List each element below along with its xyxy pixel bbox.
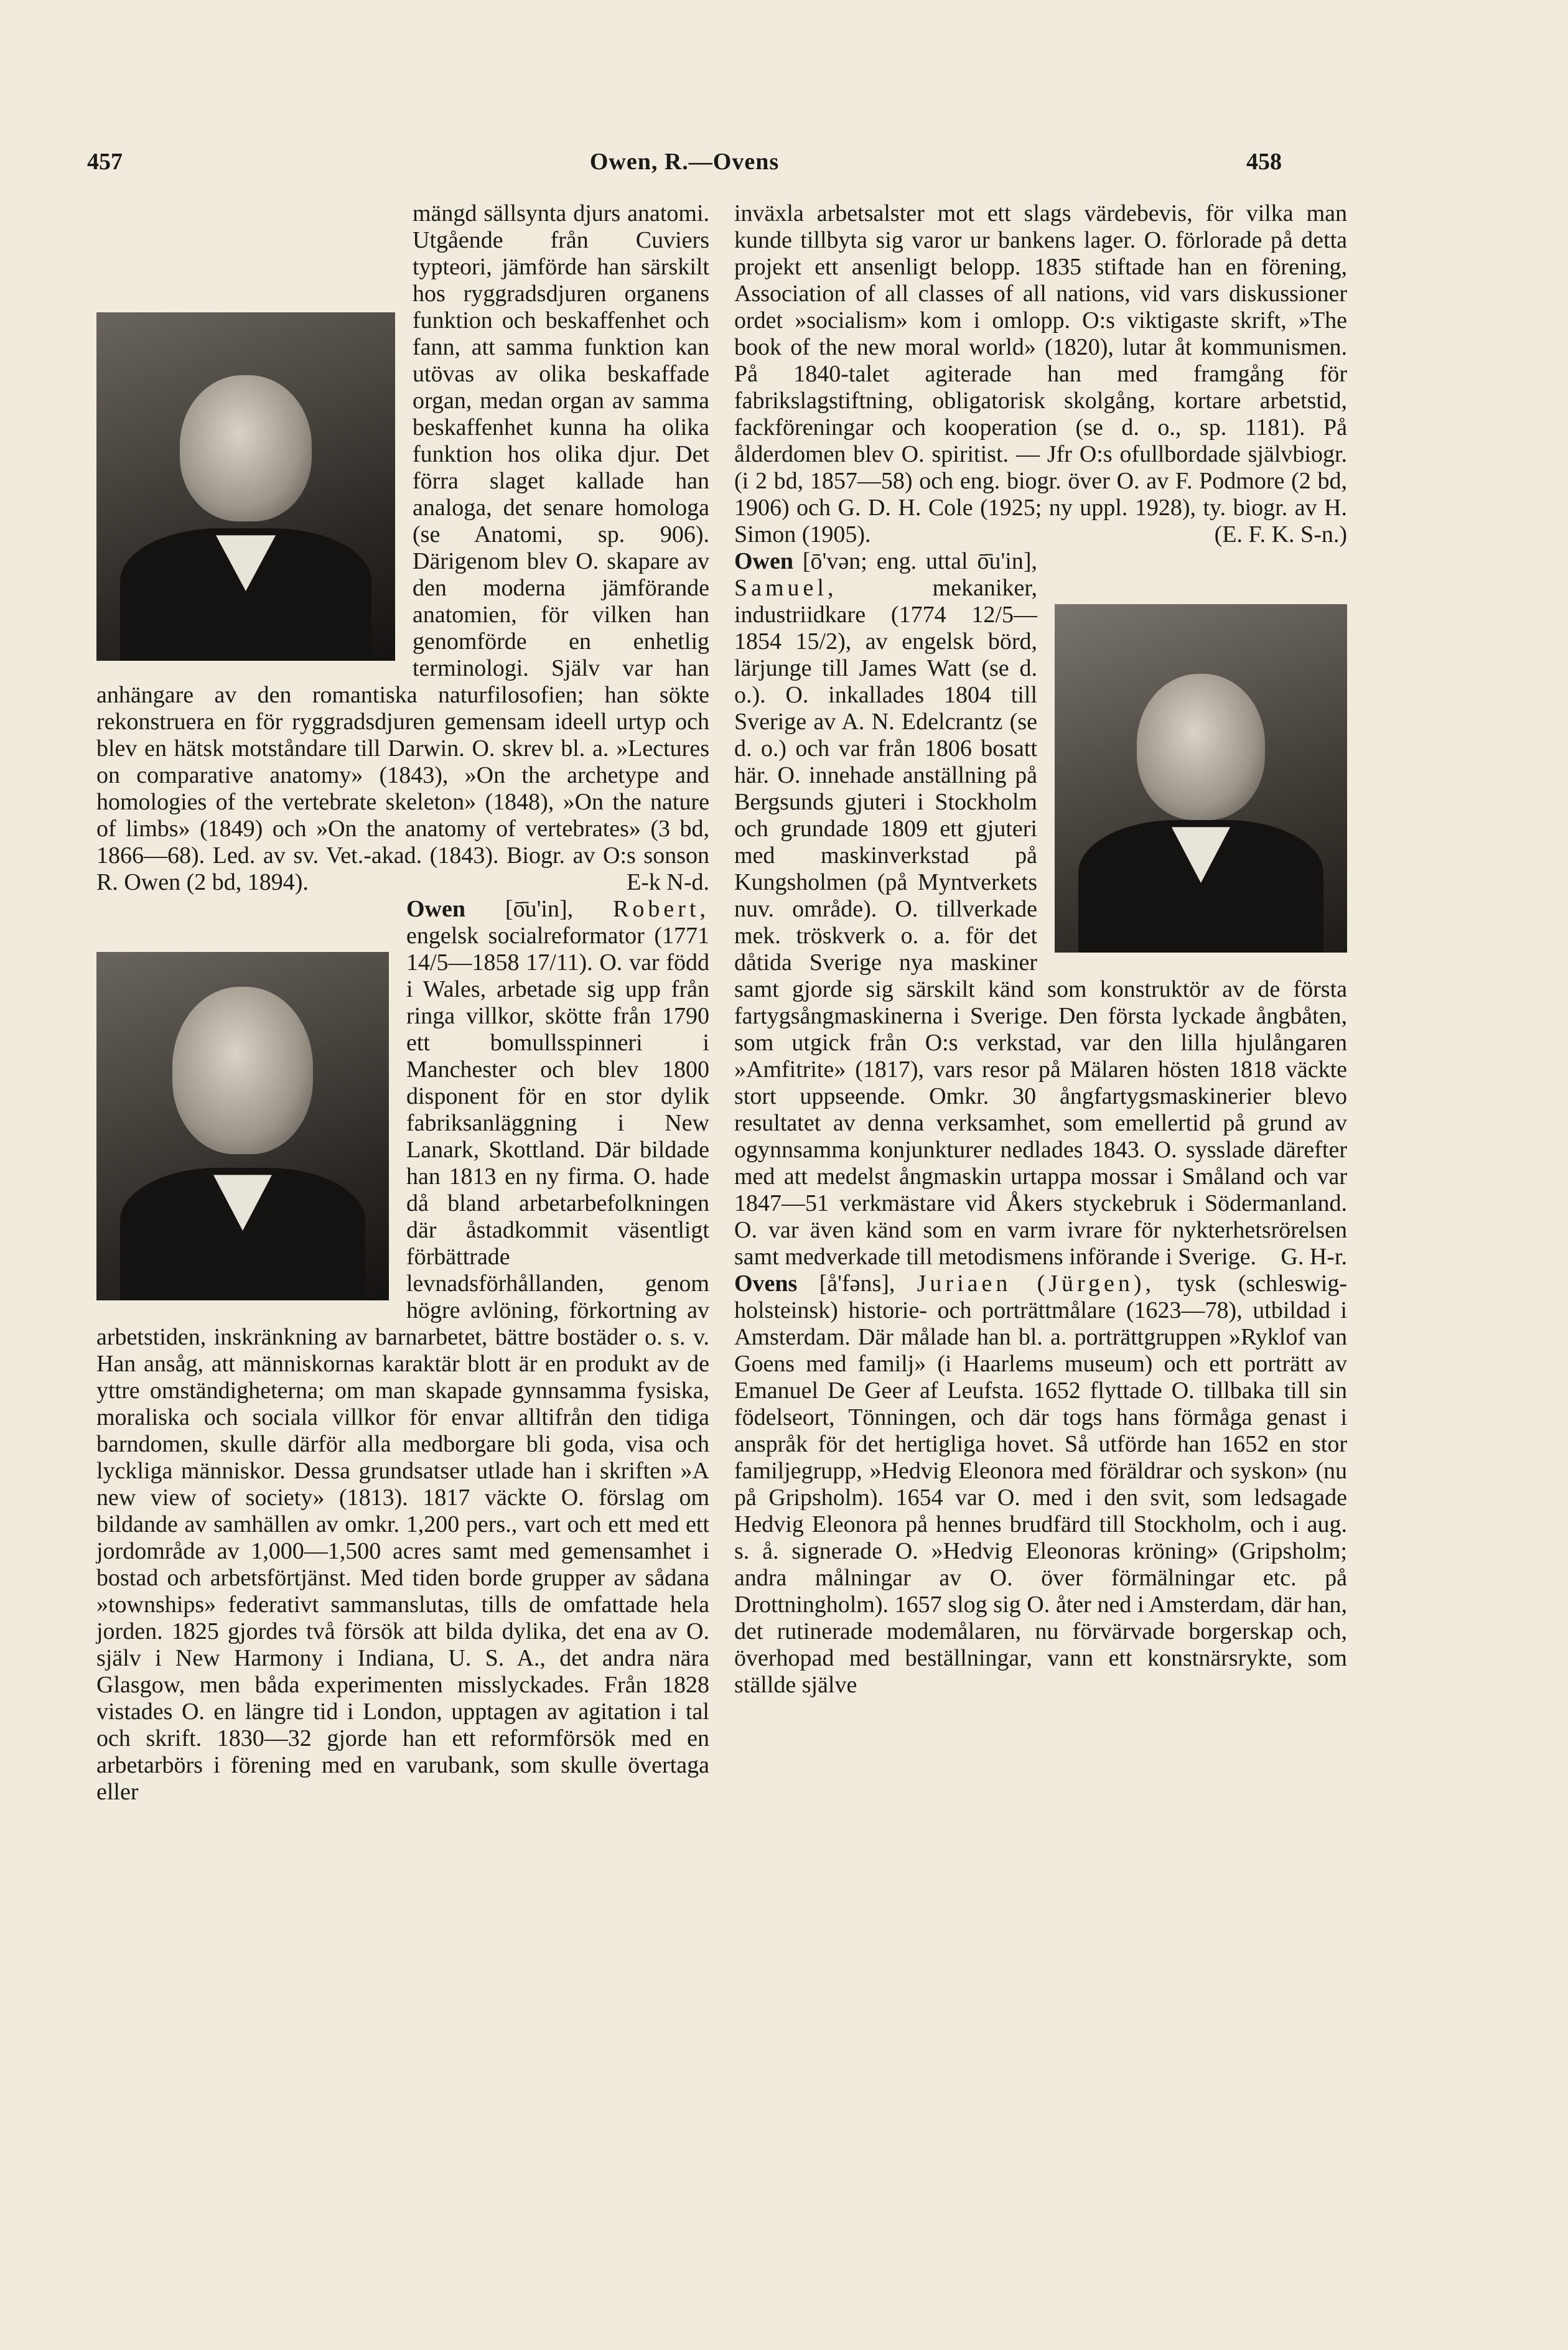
robert-owen-text-continued: inväxla arbetsalster mot ett slags värdebevis, för vilka man kunde tillbyta sig varor ur bankens lager. O. förlorade på detta projekt ett ansenligt belopp. 1835 stiftade han en förening, Association of all classes of all nations, vid vars diskussioner ordet »socialism» kom i omlopp. O:s viktigaste skrift, »The book of the new moral world» (1820), lutar åt kommunismen. På 1840-talet agiterade han med framgång för fabrikslagstiftning, obligatorisk skolgång, kortare arbetstid, fackföreningar och kooperation (se d. o., sp. 1181). På ålderdomen blev O. spiritist. — Jfr O:s ofullbordade självbiogr. (i 2 bd, 1857—58) och eng. biogr. över O. av F. Podmore (2 bd, 1906) och G. D. H. Cole (1925; ny uppl. 1928), ty. biogr. av H. Simon (1905). [734, 200, 1347, 548]
signature-richard: E-k N-d. [627, 869, 709, 895]
portrait-robert-owen [96, 952, 389, 1300]
ovens-text: tysk (schleswig-holsteinsk) historie- och porträttmålare (1623—78), utbildad i Amsterdam. Där målade han bl. a. porträttgruppen »Ryklof van Goens med familj» (i Haarlems museum) och ett porträtt av Emanuel De Geer af Leufsta. 1652 flyttade O. tillbaka till sin födelseort, Tönningen, och där togs hans förmåga genast i anspråk för det hertigliga hovet. Så utförde han 1652 en stor familjegrupp, »Hedvig Eleonora med föräldrar och syskon» (nu på Gripsholm). 1654 var O. med i den svit, som ledsagade Hedvig Eleonora på hennes brudfärd till Stockholm, och i aug. s. å. signerade O. »Hedvig Eleonoras kröning» (Gripsholm; andra målningar av O. över förmälningar etc. på Drottningholm). 1657 slog sig O. åter ned i Amsterdam, där han, det rutinerade modemålaren, nu förvärvade borgerskap och, överhopad med beställningar, vann ett konstnärsrykte, som ställde själve [734, 1271, 1347, 1698]
entry-owen-richard-continued [96, 200, 709, 896]
headword-owen-samuel: Owen [734, 548, 793, 574]
right-column [734, 200, 1347, 1699]
given-name-robert: Robert, [613, 896, 709, 922]
entry-ovens-juriaen [734, 1271, 1347, 1699]
entry-owen-samuel [734, 548, 1347, 1271]
portrait-richard-owen [96, 312, 395, 661]
signature-robert: (E. F. K. S-n.) [1214, 521, 1347, 548]
headword-ovens: Ovens [734, 1271, 798, 1297]
given-name-samuel: Samuel, [734, 575, 838, 601]
header-title: Owen, R.—Ovens [589, 149, 780, 175]
running-header [87, 148, 1282, 185]
richard-owen-text: mängd sällsynta djurs anatomi. Utgående från Cuviers typteori, jämförde han särskilt hos ryggradsdjuren organens funktion och beskaffenhet och fann, att samma funktion kan utövas av olika beskaffade organ, medan organ av samma beskaffenhet kunna ha olika funktion hos olika djur. Det förra slaget kallade han analoga, det senare homologa (se Anatomi, sp. 906). Därigenom blev O. skapare av den moderna jämförande anatomien, för vilken han genomförde en enhetlig terminologi. Själv var han anhängare av den romantiska naturfilosofien; han sökte rekonstruera en för ryggradsdjuren gemensam ideell urtyp och blev en hätsk motståndare till Darwin. O. skrev bl. a. »Lectures on comparative anatomy» (1843), »On the archetype and homologies of the vertebrate skeleton» (1848), »On the nature of limbs» (1849) och »On the anatomy of vertebrates» (3 bd, 1866—68). Led. av sv. Vet.-akad. (1843). Biogr. av O:s sonson R. Owen (2 bd, 1894). [96, 200, 709, 895]
entry-owen-robert-continued [734, 200, 1347, 548]
pronunciation-ovens: [å'fəns], [819, 1271, 895, 1297]
samuel-owen-text: mekaniker, industriidkare (1774 12/5—1854 15/2), av engelsk börd, lärjunge till James Watt (se d. o.). O. inkallades 1804 till Sverige av A. N. Edelcrantz (se d. o.) och var från 1806 bosatt här. O. innehade anställning på Bergsunds gjuteri i Stockholm och grundade 1809 ett gjuteri med maskinverkstad på Kungsholmen (på Myntverkets nuv. område). O. tillverkade mek. tröskverk o. a. för det dåtida Sverige nya maskiner samt gjorde sig särskilt känd som konstruktör av de första fartygsångmaskinerna i Sverige. Den första lyckade ångbåten, som utgick från O:s verkstad, var den lilla hjulångaren »Amfitrite» (1817), vars resor på Mälaren hösten 1818 väckte stort uppseende. Omkr. 30 ångfartygsmaskinerier blevo resultatet av denna verksamhet, som emellertid på grund av ogynnsamma konjunkturer nedlades 1843. O. sysslade därefter med att medelst ångmaskin urtappa mossar i Småland och var 1847—51 verkmästare vid Åkers styckebruk i Södermanland. O. var även känd som en varm ivrare för nykterhetsrörelsen samt medverkade till metodismens införande i Sverige. [734, 575, 1347, 1270]
left-column [96, 200, 709, 1806]
headword-owen-robert: Owen [406, 896, 465, 922]
portrait-samuel-owen [1055, 604, 1347, 953]
page-number-right: 458 [1246, 149, 1282, 175]
signature-samuel: G. H-r. [1281, 1244, 1347, 1270]
given-name-juriaen: Juriaen (Jürgen), [917, 1271, 1155, 1297]
robert-owen-text: engelsk socialreformator (1771 14/5—1858 17/11). O. var född i Wales, arbetade sig upp från ringa villkor, skötte från 1790 ett bomullsspinneri i Manchester och blev 1800 disponent för en stor dylik fabriksanläggning i New Lanark, Skottland. Där bildade han 1813 en ny firma. O. hade då bland arbetarbefolkningen där åstadkommit väsentligt förbättrade levnadsförhållanden, genom högre avlöning, förkortning av arbetstiden, inskränkning av barnarbetet, bättre bostäder o. s. v. Han ansåg, att människornas karaktär blott är en produkt av de yttre omständigheterna; om man skapade gynnsamma fysiska, moraliska och sociala villkor för envar alltifrån den tidiga barndomen, skulle därför alla medborgare bli goda, visa och lyckliga människor. Dessa grundsatser utlade han i skriften »A new view of society» (1813). 1817 väckte O. förslag om bildande av samhällen av omkr. 1,200 pers., vart och ett med ett jordområde av 1,000—1,500 acres samt med gemensamhet i bostad och arbetsförtjänst. Med tiden borde grupper av sådana »townships» federativt sammanslutas, tills de omfattade hela jorden. 1825 gjordes två försök att bilda dylika, det ena av O. själv i New Harmony i Indiana, U. S. A., det andra nära Glasgow, men båda experimenten misslyckades. Från 1828 vistades O. en längre tid i London, upptagen av agitation i tal och skrift. 1830—32 gjorde han ett reformförsök med en arbetarbörs i förening med en varubank, som skulle övertaga eller [96, 923, 709, 1805]
pronunciation-robert: [ō̄u'in], [505, 896, 574, 922]
pronunciation-samuel: [ō'vən; eng. uttal ō̄u'in], [802, 548, 1038, 574]
entry-owen-robert [96, 896, 709, 1806]
page-number-left: 457 [87, 149, 123, 175]
